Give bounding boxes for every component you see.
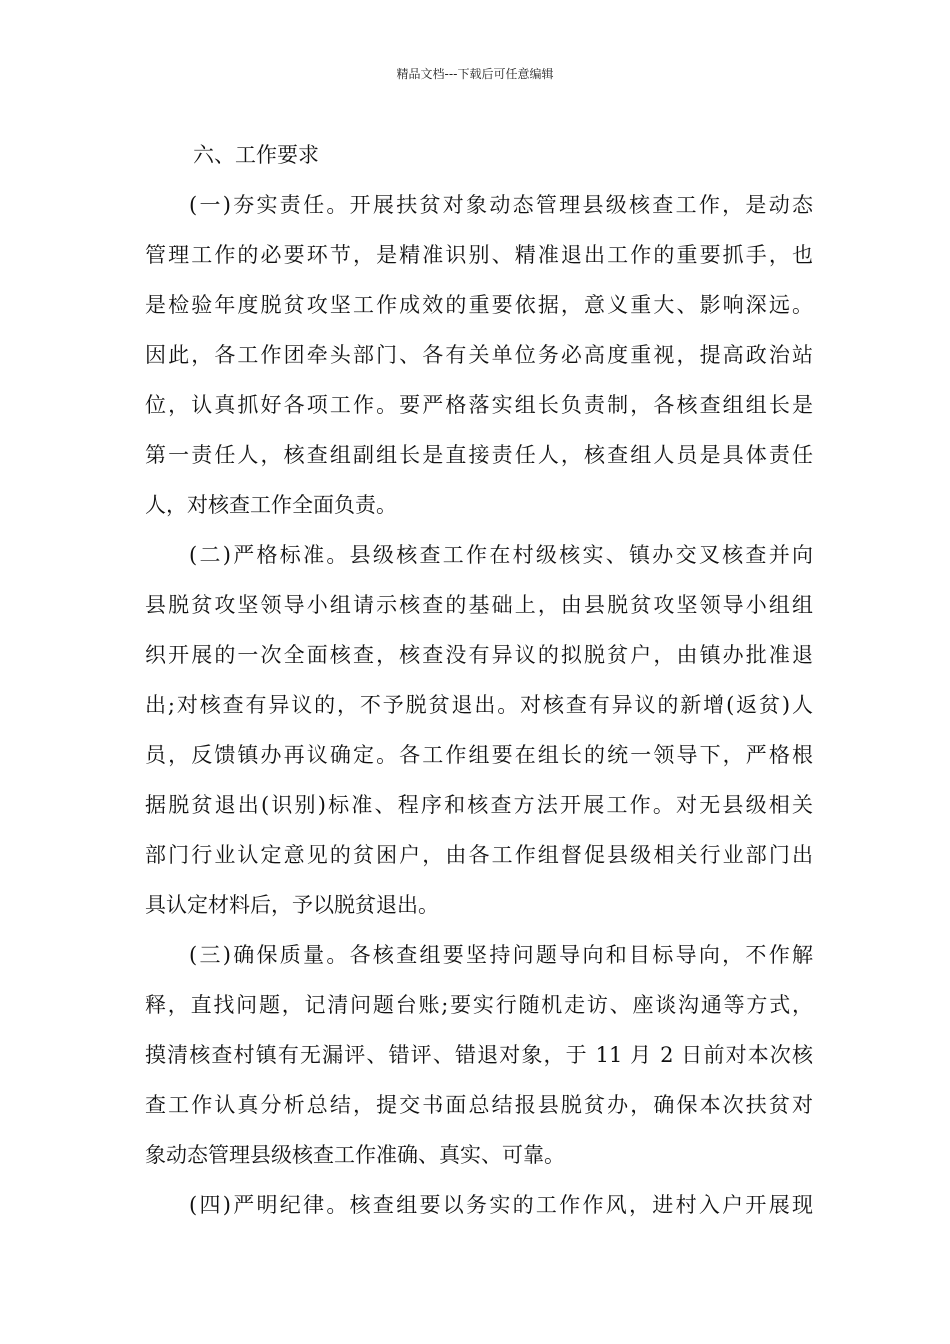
paragraph-line: 人，对核查工作全面负责。 xyxy=(145,493,397,517)
paragraph-line: 部门行业认定意见的贫困户，由各工作组督促县级相关行业部门出 xyxy=(145,843,813,867)
paragraph-4 xyxy=(145,1180,813,1230)
paragraph-3 xyxy=(145,930,813,1180)
paragraph-line: (一)夯实责任。开展扶贫对象动态管理县级核查工作，是动态 xyxy=(189,193,813,217)
paragraph-2 xyxy=(145,530,813,930)
paragraph-line: 织开展的一次全面核查，核查没有异议的拟脱贫户，由镇办批准退 xyxy=(145,643,813,667)
paragraph-line: 查工作认真分析总结，提交书面总结报县脱贫办，确保本次扶贫对 xyxy=(145,1093,813,1117)
paragraph-1 xyxy=(145,180,813,530)
paragraph-line: (二)严格标准。县级核查工作在村级核实、镇办交叉核查并向 xyxy=(189,543,813,567)
paragraph-line: 县脱贫攻坚领导小组请示核查的基础上，由县脱贫攻坚领导小组组 xyxy=(145,593,813,617)
page-header: 精品文档---下载后可任意编辑 xyxy=(396,67,554,81)
section-title: 六、工作要求 xyxy=(193,143,319,167)
paragraph-line: 因此，各工作团牵头部门、各有关单位务必高度重视，提高政治站 xyxy=(145,343,813,367)
paragraph-line: 出;对核查有异议的，不予脱贫退出。对核查有异议的新增(返贫)人 xyxy=(145,693,813,717)
paragraph-line: (三)确保质量。各核查组要坚持问题导向和目标导向，不作解 xyxy=(189,943,813,967)
paragraph-line: (四)严明纪律。核查组要以务实的工作作风，进村入户开展现 xyxy=(189,1193,813,1217)
document-body xyxy=(145,130,813,1230)
paragraph-line: 据脱贫退出(识别)标准、程序和核查方法开展工作。对无县级相关 xyxy=(145,793,813,817)
paragraph-line: 管理工作的必要环节，是精准识别、精准退出工作的重要抓手，也 xyxy=(145,243,813,267)
paragraph-line: 是检验年度脱贫攻坚工作成效的重要依据，意义重大、影响深远。 xyxy=(145,293,813,317)
paragraph-line: 具认定材料后，予以脱贫退出。 xyxy=(145,893,439,917)
paragraph-line: 释，直找问题，记清问题台账;要实行随机走访、座谈沟通等方式， xyxy=(145,993,813,1017)
paragraph-line: 摸清核查村镇有无漏评、错评、错退对象，于 11 月 2 日前对本次核 xyxy=(145,1043,813,1067)
paragraph-line: 象动态管理县级核查工作准确、真实、可靠。 xyxy=(145,1143,565,1167)
paragraph-line: 第一责任人，核查组副组长是直接责任人，核查组人员是具体责任 xyxy=(145,443,813,467)
paragraph-line: 员，反馈镇办再议确定。各工作组要在组长的统一领导下，严格根 xyxy=(145,743,813,767)
paragraph-line: 位，认真抓好各项工作。要严格落实组长负责制，各核查组组长是 xyxy=(145,393,813,417)
